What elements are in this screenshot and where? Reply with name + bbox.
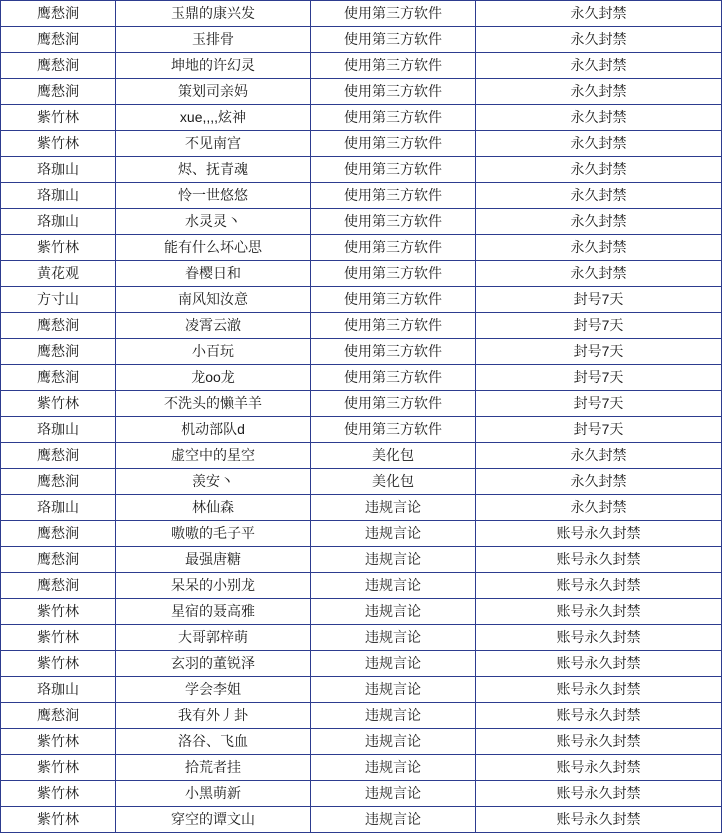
cell-character_name: 拾荒者挂	[116, 755, 311, 781]
cell-reason: 违规言论	[311, 599, 476, 625]
cell-character_name: 穿空的谭文山	[116, 807, 311, 833]
cell-server: 珞珈山	[1, 495, 116, 521]
cell-server: 鹰愁涧	[1, 79, 116, 105]
cell-character_name: 林仙森	[116, 495, 311, 521]
cell-reason: 美化包	[311, 469, 476, 495]
cell-reason: 违规言论	[311, 573, 476, 599]
cell-penalty: 封号7天	[476, 417, 722, 443]
cell-reason: 违规言论	[311, 677, 476, 703]
cell-reason: 使用第三方软件	[311, 183, 476, 209]
cell-penalty: 封号7天	[476, 313, 722, 339]
table-row	[1, 625, 722, 651]
cell-server: 鹰愁涧	[1, 313, 116, 339]
cell-penalty: 永久封禁	[476, 27, 722, 53]
cell-server: 紫竹林	[1, 599, 116, 625]
cell-server: 鹰愁涧	[1, 469, 116, 495]
table-row	[1, 365, 722, 391]
cell-reason: 使用第三方软件	[311, 261, 476, 287]
cell-character_name: 水灵灵丶	[116, 209, 311, 235]
cell-penalty: 账号永久封禁	[476, 755, 722, 781]
cell-character_name: 大哥郭梓萌	[116, 625, 311, 651]
table-row	[1, 755, 722, 781]
table-row	[1, 781, 722, 807]
table-row	[1, 157, 722, 183]
cell-server: 鹰愁涧	[1, 53, 116, 79]
cell-reason: 使用第三方软件	[311, 365, 476, 391]
cell-reason: 使用第三方软件	[311, 287, 476, 313]
cell-server: 紫竹林	[1, 235, 116, 261]
cell-server: 紫竹林	[1, 729, 116, 755]
cell-character_name: 玄羽的董锐泽	[116, 651, 311, 677]
cell-character_name: 洛谷、飞血	[116, 729, 311, 755]
cell-character_name: 星宿的聂高雅	[116, 599, 311, 625]
cell-reason: 使用第三方软件	[311, 235, 476, 261]
cell-reason: 违规言论	[311, 495, 476, 521]
cell-reason: 使用第三方软件	[311, 209, 476, 235]
cell-server: 紫竹林	[1, 105, 116, 131]
cell-penalty: 永久封禁	[476, 469, 722, 495]
table-row	[1, 651, 722, 677]
cell-reason: 使用第三方软件	[311, 131, 476, 157]
table-row	[1, 183, 722, 209]
cell-penalty: 永久封禁	[476, 209, 722, 235]
table-row	[1, 339, 722, 365]
table-row	[1, 443, 722, 469]
cell-server: 鹰愁涧	[1, 443, 116, 469]
cell-reason: 使用第三方软件	[311, 1, 476, 27]
table-row	[1, 729, 722, 755]
cell-character_name: 羡安丶	[116, 469, 311, 495]
cell-character_name: 眷樱日和	[116, 261, 311, 287]
table-row	[1, 573, 722, 599]
table-row	[1, 521, 722, 547]
cell-server: 鹰愁涧	[1, 703, 116, 729]
table-row	[1, 677, 722, 703]
cell-penalty: 永久封禁	[476, 183, 722, 209]
cell-character_name: 嗷嗷的毛子平	[116, 521, 311, 547]
cell-character_name: 龙oo龙	[116, 365, 311, 391]
table-row	[1, 391, 722, 417]
cell-penalty: 账号永久封禁	[476, 677, 722, 703]
cell-reason: 违规言论	[311, 521, 476, 547]
cell-penalty: 账号永久封禁	[476, 781, 722, 807]
cell-reason: 违规言论	[311, 651, 476, 677]
table-row	[1, 209, 722, 235]
cell-character_name: 凌霄云澈	[116, 313, 311, 339]
cell-character_name: 我有外丿卦	[116, 703, 311, 729]
cell-reason: 使用第三方软件	[311, 79, 476, 105]
cell-reason: 使用第三方软件	[311, 391, 476, 417]
cell-penalty: 账号永久封禁	[476, 625, 722, 651]
cell-server: 鹰愁涧	[1, 547, 116, 573]
cell-server: 珞珈山	[1, 209, 116, 235]
table-row	[1, 469, 722, 495]
cell-penalty: 永久封禁	[476, 157, 722, 183]
cell-server: 鹰愁涧	[1, 27, 116, 53]
cell-server: 紫竹林	[1, 391, 116, 417]
cell-penalty: 账号永久封禁	[476, 599, 722, 625]
table-row	[1, 599, 722, 625]
cell-character_name: 烬、抚青魂	[116, 157, 311, 183]
cell-character_name: xue,,,,炫神	[116, 105, 311, 131]
cell-reason: 使用第三方软件	[311, 105, 476, 131]
table-row	[1, 807, 722, 833]
cell-server: 紫竹林	[1, 755, 116, 781]
table-row	[1, 1, 722, 27]
cell-reason: 使用第三方软件	[311, 53, 476, 79]
cell-character_name: 玉排骨	[116, 27, 311, 53]
table-row	[1, 547, 722, 573]
cell-penalty: 永久封禁	[476, 443, 722, 469]
cell-penalty: 永久封禁	[476, 235, 722, 261]
cell-reason: 违规言论	[311, 807, 476, 833]
cell-server: 紫竹林	[1, 781, 116, 807]
table-row	[1, 131, 722, 157]
cell-reason: 违规言论	[311, 729, 476, 755]
table-row	[1, 79, 722, 105]
cell-penalty: 永久封禁	[476, 105, 722, 131]
cell-server: 珞珈山	[1, 157, 116, 183]
cell-server: 鹰愁涧	[1, 1, 116, 27]
cell-reason: 使用第三方软件	[311, 339, 476, 365]
cell-penalty: 封号7天	[476, 287, 722, 313]
cell-penalty: 永久封禁	[476, 79, 722, 105]
cell-penalty: 账号永久封禁	[476, 807, 722, 833]
cell-penalty: 永久封禁	[476, 1, 722, 27]
table-row	[1, 703, 722, 729]
cell-character_name: 策划司亲妈	[116, 79, 311, 105]
cell-reason: 违规言论	[311, 781, 476, 807]
cell-character_name: 虚空中的星空	[116, 443, 311, 469]
cell-server: 鹰愁涧	[1, 521, 116, 547]
table-row	[1, 417, 722, 443]
cell-penalty: 账号永久封禁	[476, 703, 722, 729]
cell-reason: 违规言论	[311, 755, 476, 781]
table-row	[1, 313, 722, 339]
cell-reason: 使用第三方软件	[311, 417, 476, 443]
table-row	[1, 105, 722, 131]
cell-server: 紫竹林	[1, 625, 116, 651]
cell-server: 珞珈山	[1, 677, 116, 703]
cell-character_name: 南风知汝意	[116, 287, 311, 313]
cell-server: 鹰愁涧	[1, 573, 116, 599]
cell-server: 紫竹林	[1, 807, 116, 833]
cell-character_name: 小黑萌新	[116, 781, 311, 807]
cell-character_name: 呆呆的小别龙	[116, 573, 311, 599]
cell-penalty: 封号7天	[476, 391, 722, 417]
cell-character_name: 小百玩	[116, 339, 311, 365]
cell-penalty: 账号永久封禁	[476, 573, 722, 599]
cell-penalty: 永久封禁	[476, 261, 722, 287]
cell-reason: 美化包	[311, 443, 476, 469]
table-body	[1, 1, 722, 833]
cell-server: 方寸山	[1, 287, 116, 313]
table-row	[1, 235, 722, 261]
cell-server: 珞珈山	[1, 417, 116, 443]
cell-character_name: 坤地的许幻灵	[116, 53, 311, 79]
cell-reason: 违规言论	[311, 703, 476, 729]
cell-character_name: 怜一世悠悠	[116, 183, 311, 209]
cell-server: 鹰愁涧	[1, 339, 116, 365]
table-row	[1, 261, 722, 287]
cell-reason: 违规言论	[311, 547, 476, 573]
table-row	[1, 53, 722, 79]
cell-server: 黄花观	[1, 261, 116, 287]
table-row	[1, 27, 722, 53]
cell-penalty: 账号永久封禁	[476, 521, 722, 547]
cell-server: 珞珈山	[1, 183, 116, 209]
cell-character_name: 能有什么坏心思	[116, 235, 311, 261]
table-row	[1, 495, 722, 521]
cell-penalty: 账号永久封禁	[476, 729, 722, 755]
cell-character_name: 机动部队d	[116, 417, 311, 443]
cell-character_name: 最强唐糖	[116, 547, 311, 573]
cell-penalty: 封号7天	[476, 365, 722, 391]
cell-server: 鹰愁涧	[1, 365, 116, 391]
cell-reason: 使用第三方软件	[311, 313, 476, 339]
cell-penalty: 永久封禁	[476, 53, 722, 79]
cell-character_name: 玉鼎的康兴发	[116, 1, 311, 27]
cell-reason: 使用第三方软件	[311, 157, 476, 183]
cell-penalty: 账号永久封禁	[476, 547, 722, 573]
cell-server: 紫竹林	[1, 131, 116, 157]
cell-server: 紫竹林	[1, 651, 116, 677]
cell-penalty: 账号永久封禁	[476, 651, 722, 677]
cell-penalty: 永久封禁	[476, 131, 722, 157]
cell-reason: 违规言论	[311, 625, 476, 651]
cell-penalty: 封号7天	[476, 339, 722, 365]
cell-character_name: 不见南宫	[116, 131, 311, 157]
cell-character_name: 学会李姐	[116, 677, 311, 703]
cell-character_name: 不洗头的懒羊羊	[116, 391, 311, 417]
cell-reason: 使用第三方软件	[311, 27, 476, 53]
cell-penalty: 永久封禁	[476, 495, 722, 521]
table-row	[1, 287, 722, 313]
